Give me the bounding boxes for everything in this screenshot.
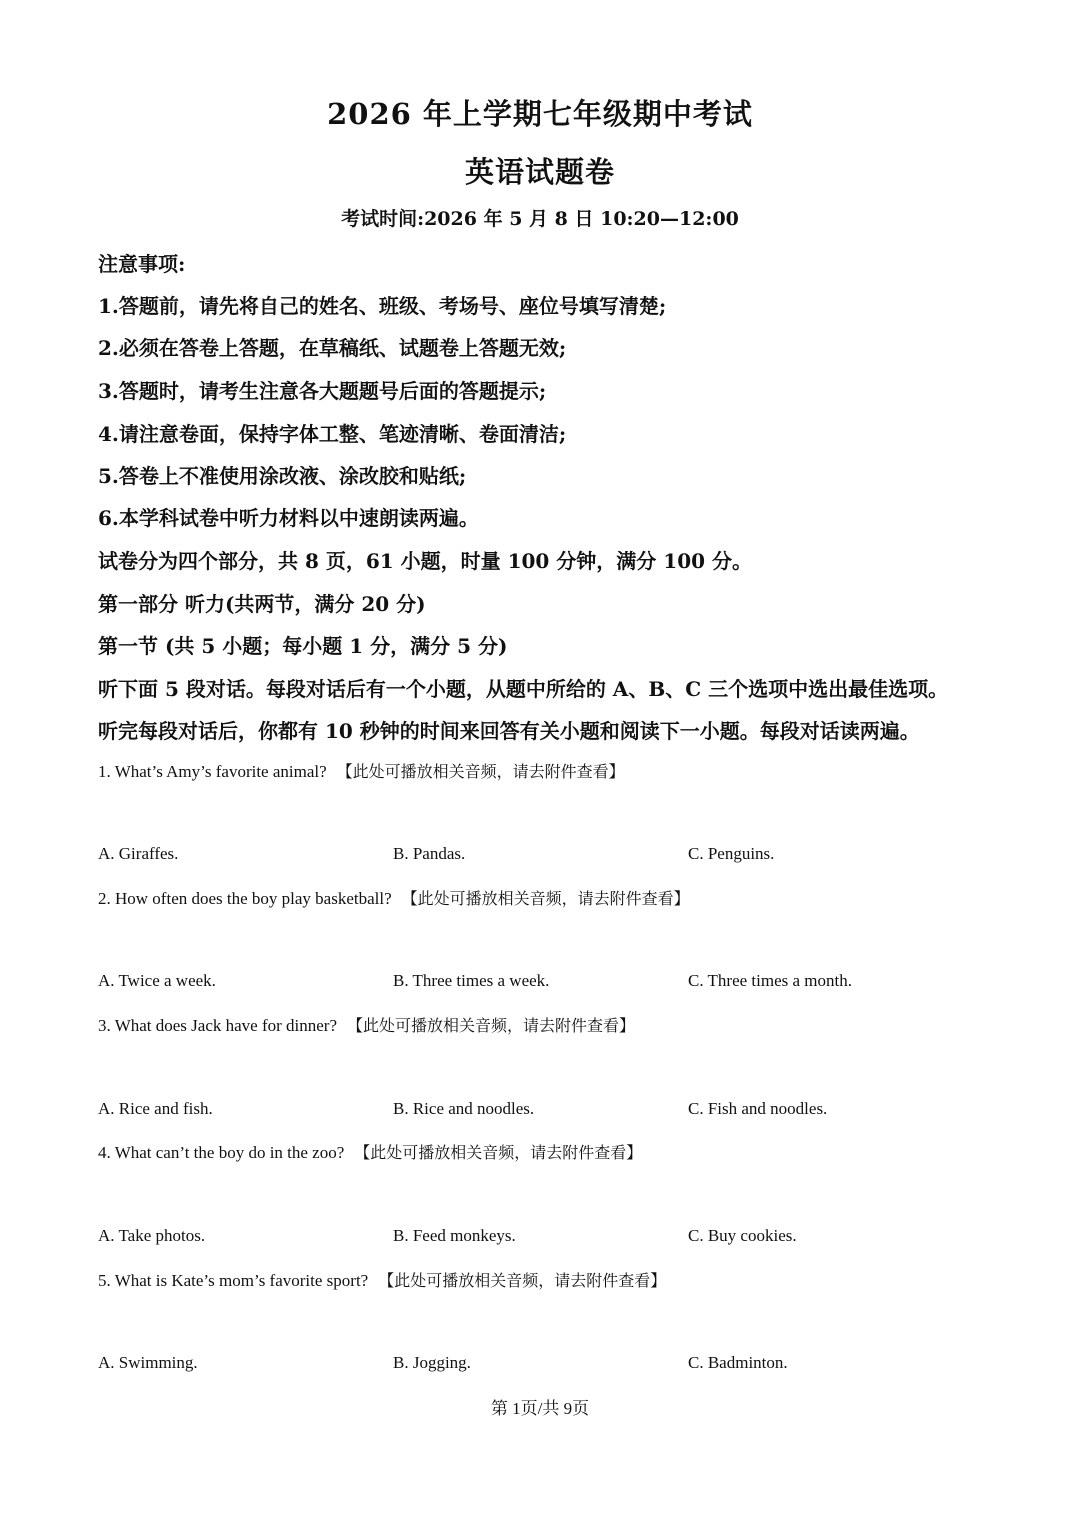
option-c: C. Badminton. [688,1353,788,1372]
note-item: 3.答题时，请考生注意各大题题号后面的答题提示; [98,379,547,403]
question-text: 3. What does Jack have for dinner? [98,1016,338,1035]
option-c: C. Three times a month. [688,971,852,990]
section-instruction: 听下面 5 段对话。每段对话后有一个小题，从题中所给的 A、B、C 三个选项中选出最佳选项。 [98,677,949,701]
audio-note: 【此处可播放相关音频，请去附件查看】 [378,1271,667,1290]
question-5 [98,1268,666,1291]
notes-heading: 注意事项: [98,252,186,276]
note-item: 1.答题前，请先将自己的姓名、班级、考场号、座位号填写清楚; [98,294,667,318]
option-c: C. Fish and noodles. [688,1099,828,1118]
audio-note: 【此处可播放相关音频，请去附件查看】 [401,889,690,908]
option-a: A. Take photos. [98,1226,206,1245]
question-text: 4. What can’t the boy do in the zoo? [98,1143,345,1162]
question-2 [98,886,690,909]
note-item: 6.本学科试卷中听力材料以中速朗读两遍。 [98,506,479,530]
exam-title: 2026 年上学期七年级期中考试 [327,97,753,131]
question-4 [98,1140,642,1163]
option-b: B. Feed monkeys. [393,1226,516,1245]
note-item: 2.必须在答卷上答题，在草稿纸、试题卷上答题无效; [98,336,567,360]
question-text: 5. What is Kate’s mom’s favorite sport? [98,1271,369,1290]
option-b: B. Jogging. [393,1353,471,1372]
exam-subtitle: 英语试题卷 [464,155,615,189]
note-item: 5.答卷上不准使用涂改液、涂改胶和贴纸; [98,464,467,488]
option-a: A. Swimming. [98,1353,198,1372]
exam-time: 考试时间:2026 年 5 月 8 日 10:20—12:00 [341,208,739,230]
option-b: B. Three times a week. [393,971,550,990]
note-item: 4.请注意卷面，保持字体工整、笔迹清晰、卷面清洁; [98,422,567,446]
section-title: 第一节 (共 5 小题；每小题 1 分，满分 5 分) [98,634,508,658]
option-b: B. Rice and noodles. [393,1099,535,1118]
option-b: B. Pandas. [393,844,466,863]
question-3 [98,1013,635,1036]
audio-note: 【此处可播放相关音频，请去附件查看】 [336,762,625,781]
option-a: A. Giraffes. [98,844,179,863]
option-c: C. Buy cookies. [688,1226,797,1245]
audio-note: 【此处可播放相关音频，请去附件查看】 [354,1143,643,1162]
option-c: C. Penguins. [688,844,775,863]
paper-summary: 试卷分为四个部分，共 8 页，61 小题，时量 100 分钟，满分 100 分。 [98,549,752,573]
part-title: 第一部分 听力(共两节，满分 20 分) [98,592,426,616]
option-a: A. Rice and fish. [98,1099,213,1118]
audio-note: 【此处可播放相关音频，请去附件查看】 [347,1016,636,1035]
section-instruction: 听完每段对话后，你都有 10 秒钟的时间来回答有关小题和阅读下一小题。每段对话读两遍。 [98,719,920,743]
question-1 [98,759,625,782]
option-a: A. Twice a week. [98,971,216,990]
question-text: 1. What’s Amy’s favorite animal? [98,762,327,781]
page-footer: 第 1页/共 9页 [490,1399,590,1418]
question-text: 2. How often does the boy play basketball? [98,889,392,908]
